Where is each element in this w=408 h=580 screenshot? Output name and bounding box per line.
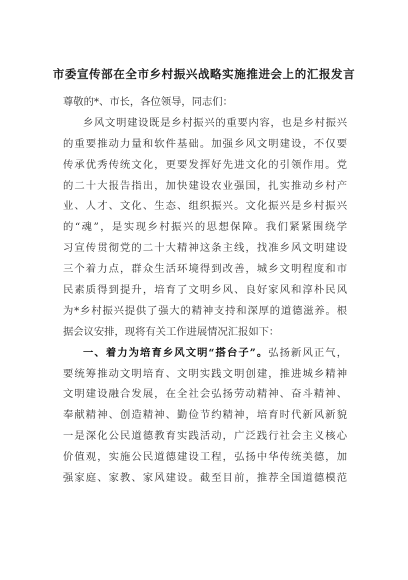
section-line: 要统筹推动文明培育、文明实践文明创建，推进城乡精神 [63, 367, 347, 380]
paragraph-line: 的二十大报告指出，加快建设农业强国，扎实推动乡村产 [63, 179, 347, 192]
paragraph-line: 三个着力点，群众生活环境得到改善，城乡文明程度和市 [63, 263, 347, 276]
paragraph-line: 乡风文明建设既是乡村振兴的重要内容，也是乡村振兴 [83, 116, 347, 129]
section-line: 价值观，实施公民道德建设工程，弘扬中华传统美德，加 [63, 451, 347, 464]
paragraph-line: 为*乡村振兴提供了强大的精神支持和深厚的道德滋养。根 [63, 304, 347, 317]
paragraph-line: 业、人才、文化、生态、组织振兴。文化振兴是乡村振兴 [63, 200, 347, 213]
paragraph-line: 的重要推动力量和软件基础。加强乡风文明建设，不仅要 [63, 137, 347, 150]
paragraph-line: 的“魂”，是实现乡村振兴的思想保障。我们紧紧围绕学 [63, 221, 347, 234]
section-1 [63, 343, 347, 489]
paragraph-line: 据会议安排，现将有关工作进展情况汇报如下： [63, 325, 280, 338]
document-body [63, 92, 347, 489]
section-line: 奉献精神、创造精神、勤俭节约精神，培育时代新风新貌 [63, 409, 347, 422]
paragraph-1 [63, 113, 347, 343]
section-1-first-line-text: 弘扬新风正气， [268, 346, 347, 359]
paragraph-line: 传承优秀传统文化，更要发挥好先进文化的引领作用。党 [63, 158, 347, 171]
section-1-first-line [63, 343, 347, 364]
section-line: 强家庭、家教、家风建设。截至目前，推荐全国道德模范 [63, 472, 347, 485]
paragraph-line: 民素质得到提升，培育了文明乡风、良好家风和淳朴民风 [63, 284, 347, 297]
section-line: 文明建设融合发展，在全社会弘扬劳动精神、奋斗精神、 [63, 388, 347, 401]
salutation: 尊敬的*、市长，各位领导，同志们： [63, 96, 233, 108]
section-line: 一是深化公民道德教育实践活动，广泛践行社会主义核心 [63, 430, 347, 443]
section-1-heading: 一、着力为培育乡风文明“搭台子”。 [83, 346, 269, 359]
document-title: 市委宣传部在全市乡村振兴战略实施推进会上的汇报发言 [52, 67, 356, 81]
paragraph-line: 习宣传贯彻党的二十大精神这条主线，找准乡风文明建设 [63, 242, 347, 255]
